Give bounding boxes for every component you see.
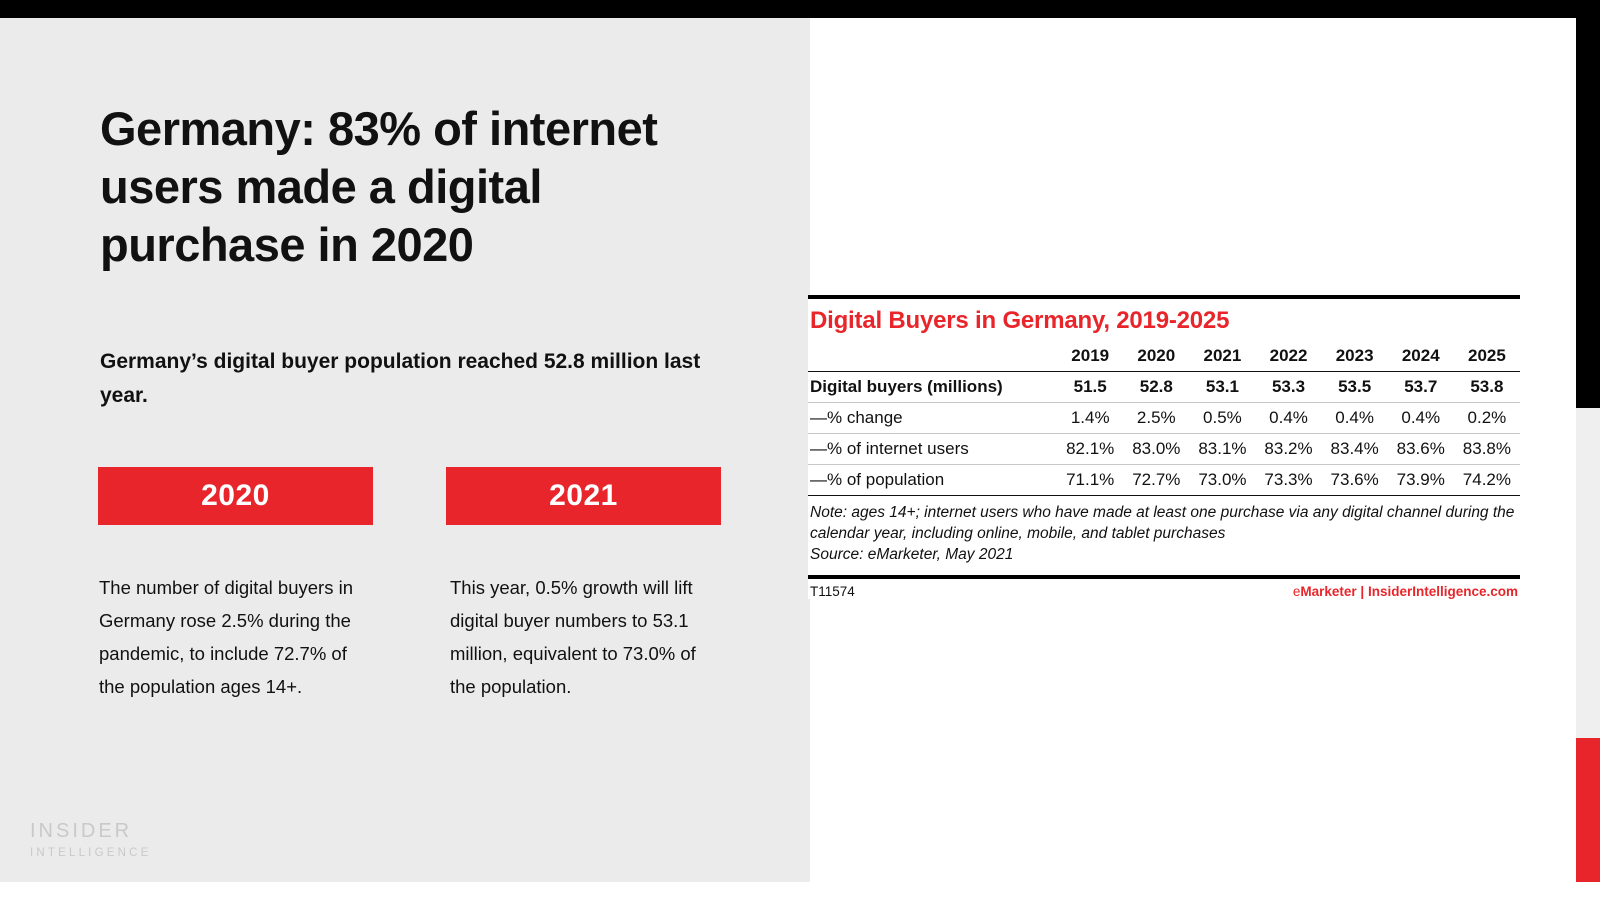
cell-internet-2019: 82.1% — [1057, 434, 1123, 465]
edge-block-red — [1576, 738, 1600, 882]
top-black-bar — [0, 0, 1600, 18]
brand-separator: | — [1356, 584, 1368, 599]
cell-internet-2020: 83.0% — [1123, 434, 1189, 465]
table-row — [808, 403, 1520, 434]
chart-id: T11574 — [810, 584, 855, 599]
chart-source: Source: eMarketer, May 2021 — [810, 546, 1014, 563]
bottom-bar — [0, 882, 1600, 900]
brand-credit — [1293, 584, 1518, 599]
cell-population-2023: 73.6% — [1322, 465, 1388, 496]
row-label-pct-population: —% of population — [808, 465, 1057, 496]
row-label-digital-buyers: Digital buyers (millions) — [808, 372, 1057, 403]
brand-main: Marketer — [1300, 584, 1357, 599]
column-text-2021: This year, 0.5% growth will lift digital buyer numbers to 53.1 million, equivalent to 73.0% of the population. — [450, 577, 696, 697]
col-header-2025: 2025 — [1454, 341, 1520, 372]
subheading: Germany’s digital buyer population reached 52.8 million last year. — [100, 350, 701, 407]
col-header-2020: 2020 — [1123, 341, 1189, 372]
cell-population-2020: 72.7% — [1123, 465, 1189, 496]
row-label-pct-internet-users: —% of internet users — [808, 434, 1057, 465]
digital-buyers-table — [808, 341, 1520, 496]
cell-population-2019: 71.1% — [1057, 465, 1123, 496]
cell-buyers-2019: 51.5 — [1057, 372, 1123, 403]
cell-change-2024: 0.4% — [1388, 403, 1454, 434]
chart-footer — [808, 579, 1520, 599]
logo-line-2: INTELLIGENCE — [30, 847, 152, 859]
cell-change-2022: 0.4% — [1255, 403, 1321, 434]
brand-prefix: e — [1292, 584, 1301, 599]
column-text-2020: The number of digital buyers in Germany rose 2.5% during the pandemic, to include 72.7% of the population ages 14+. — [99, 577, 353, 697]
row-label-pct-change: —% change — [808, 403, 1057, 434]
insider-intelligence-logo — [30, 820, 151, 864]
cell-buyers-2023: 53.5 — [1322, 372, 1388, 403]
cell-change-2019: 1.4% — [1057, 403, 1123, 434]
chart-note: Note: ages 14+; internet users who have made at least one purchase via any digital channel during the calendar year, including online, mobile, and tablet purchases — [810, 504, 1515, 542]
cell-internet-2025: 83.8% — [1454, 434, 1520, 465]
table-header — [808, 341, 1520, 372]
year-badge-2020: 2020 — [98, 467, 373, 525]
chart-title: Digital Buyers in Germany, 2019-2025 — [810, 307, 1230, 334]
table-header-row — [808, 341, 1520, 372]
page-title: Germany: 83% of internet users made a digital purchase in 2020 — [100, 102, 658, 271]
table-corner-cell — [808, 341, 1057, 372]
table-body — [808, 372, 1520, 496]
cell-population-2024: 73.9% — [1388, 465, 1454, 496]
cell-buyers-2022: 53.3 — [1255, 372, 1321, 403]
cell-population-2022: 73.3% — [1255, 465, 1321, 496]
cell-change-2021: 0.5% — [1189, 403, 1255, 434]
cell-change-2025: 0.2% — [1454, 403, 1520, 434]
table-row — [808, 465, 1520, 496]
cell-population-2021: 73.0% — [1189, 465, 1255, 496]
year-badge-2021: 2021 — [446, 467, 721, 525]
cell-change-2023: 0.4% — [1322, 403, 1388, 434]
cell-internet-2024: 83.6% — [1388, 434, 1454, 465]
chart-card — [808, 295, 1520, 599]
col-header-2022: 2022 — [1255, 341, 1321, 372]
cell-buyers-2021: 53.1 — [1189, 372, 1255, 403]
cell-buyers-2025: 53.8 — [1454, 372, 1520, 403]
cell-population-2025: 74.2% — [1454, 465, 1520, 496]
col-header-2023: 2023 — [1322, 341, 1388, 372]
table-row — [808, 372, 1520, 403]
table-row — [808, 434, 1520, 465]
edge-block-gray — [1576, 408, 1600, 738]
col-header-2024: 2024 — [1388, 341, 1454, 372]
cell-buyers-2024: 53.7 — [1388, 372, 1454, 403]
logo-line-1: INSIDER — [30, 820, 133, 842]
cell-internet-2023: 83.4% — [1322, 434, 1388, 465]
cell-change-2020: 2.5% — [1123, 403, 1189, 434]
col-header-2021: 2021 — [1189, 341, 1255, 372]
brand-site: InsiderIntelligence.com — [1367, 584, 1518, 599]
cell-internet-2022: 83.2% — [1255, 434, 1321, 465]
edge-block-black — [1576, 18, 1600, 408]
col-header-2019: 2019 — [1057, 341, 1123, 372]
cell-buyers-2020: 52.8 — [1123, 372, 1189, 403]
cell-internet-2021: 83.1% — [1189, 434, 1255, 465]
